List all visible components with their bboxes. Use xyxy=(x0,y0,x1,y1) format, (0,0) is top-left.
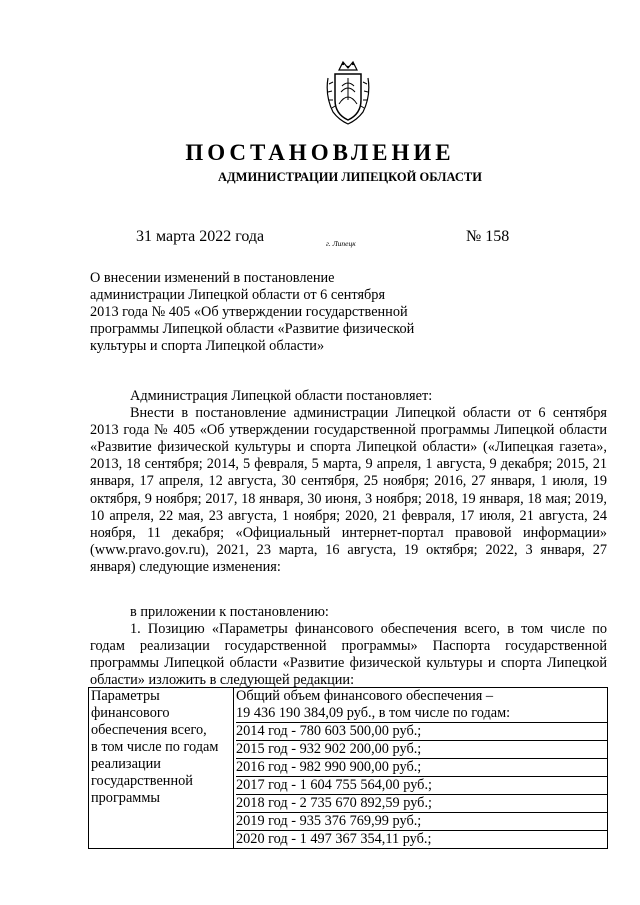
parameter-line: в том числе по годам xyxy=(91,739,219,755)
value-total: 19 436 190 384,09 руб., в том числе по годам: xyxy=(236,705,607,723)
coat-of-arms-icon xyxy=(325,60,371,126)
document-date: 31 марта 2022 года xyxy=(136,228,265,245)
parameter-line: программы xyxy=(91,790,161,806)
table-row xyxy=(89,688,608,849)
value-cell xyxy=(234,688,608,849)
paragraph-resolves: Администрация Липецкой области постановляет: xyxy=(130,388,433,404)
year-value: 2014 год - 780 603 500,00 руб.; xyxy=(236,723,607,741)
document-number: № 158 xyxy=(466,228,510,245)
paragraph-amend: Внести в постановление администрации Липецкой области от 6 сентября 2013 года № 405 «Об утверждении государственной программы Липецкой области «Развитие физической культуры и спорта Липецкой области» («Липецкая газета», 2013, 18 сентября; 2014, 5 февраля, 5 марта, 9 апреля, 1 августа, 9 декабря; 2015, 21 января, 17 апреля, 12 августа, 30 сентября, 25 ноября; 2016, 27 января, 1 июля, 19 октября, 9 ноября; 2017, 18 января, 30 июня, 3 ноября; 2018, 19 января, 18 мая; 2019, 10 апреля, 22 мая, 23 августа, 1 ноября; 2020, 21 февраля, 17 июля, 21 августа, 24 ноября, 11 декабря; «Официальный интернет-портал правовой информации» (www.pravo.gov.ru), 2021, 23 марта, 16 августа, 19 октября; 2022, 3 января, 27 января) следующие изменения: xyxy=(90,405,607,575)
parameter-cell xyxy=(89,688,234,849)
document-body xyxy=(90,388,607,576)
subject-line: 2013 года № 405 «Об утверждении государственной xyxy=(90,304,408,320)
parameter-line: государственной xyxy=(91,773,193,789)
year-value: 2019 год - 935 376 769,99 руб.; xyxy=(236,813,607,831)
subject-line: администрации Липецкой области от 6 сентября xyxy=(90,287,386,303)
year-value: 2016 год - 982 990 900,00 руб.; xyxy=(236,759,607,777)
document-subject xyxy=(90,270,470,355)
paragraph-item-1: 1. Позицию «Параметры финансового обеспечения всего, в том числе по годам реализации государственной программы» Паспорта государственной программы Липецкой области «Развитие физической культуры и спорта Липецкой области» изложить в следующей редакции: xyxy=(90,621,607,689)
parameter-line: Параметры xyxy=(91,688,160,704)
document-city: г. Липецк xyxy=(326,239,356,248)
subject-line: программы Липецкой области «Развитие физической xyxy=(90,321,415,337)
financing-table xyxy=(88,687,608,849)
document-subtitle: АДМИНИСТРАЦИИ ЛИПЕЦКОЙ ОБЛАСТИ xyxy=(218,170,482,184)
year-value: 2017 год - 1 604 755 564,00 руб.; xyxy=(236,777,607,795)
paragraph-appendix: в приложении к постановлению: xyxy=(130,604,329,620)
subject-line: О внесении изменений в постановление xyxy=(90,270,335,286)
value-header: Общий объем финансового обеспечения – xyxy=(236,688,494,704)
document-title: ПОСТАНОВЛЕНИЕ xyxy=(185,140,455,165)
parameter-line: обеспечения всего, xyxy=(91,722,207,738)
year-value: 2018 год - 2 735 670 892,59 руб.; xyxy=(236,795,607,813)
subject-line: культуры и спорта Липецкой области» xyxy=(90,338,325,354)
document-body-continued xyxy=(90,604,607,689)
parameter-line: реализации xyxy=(91,756,161,772)
parameter-line: финансового xyxy=(91,705,170,721)
year-value: 2020 год - 1 497 367 354,11 руб.; xyxy=(236,831,432,847)
year-value: 2015 год - 932 902 200,00 руб.; xyxy=(236,741,607,759)
